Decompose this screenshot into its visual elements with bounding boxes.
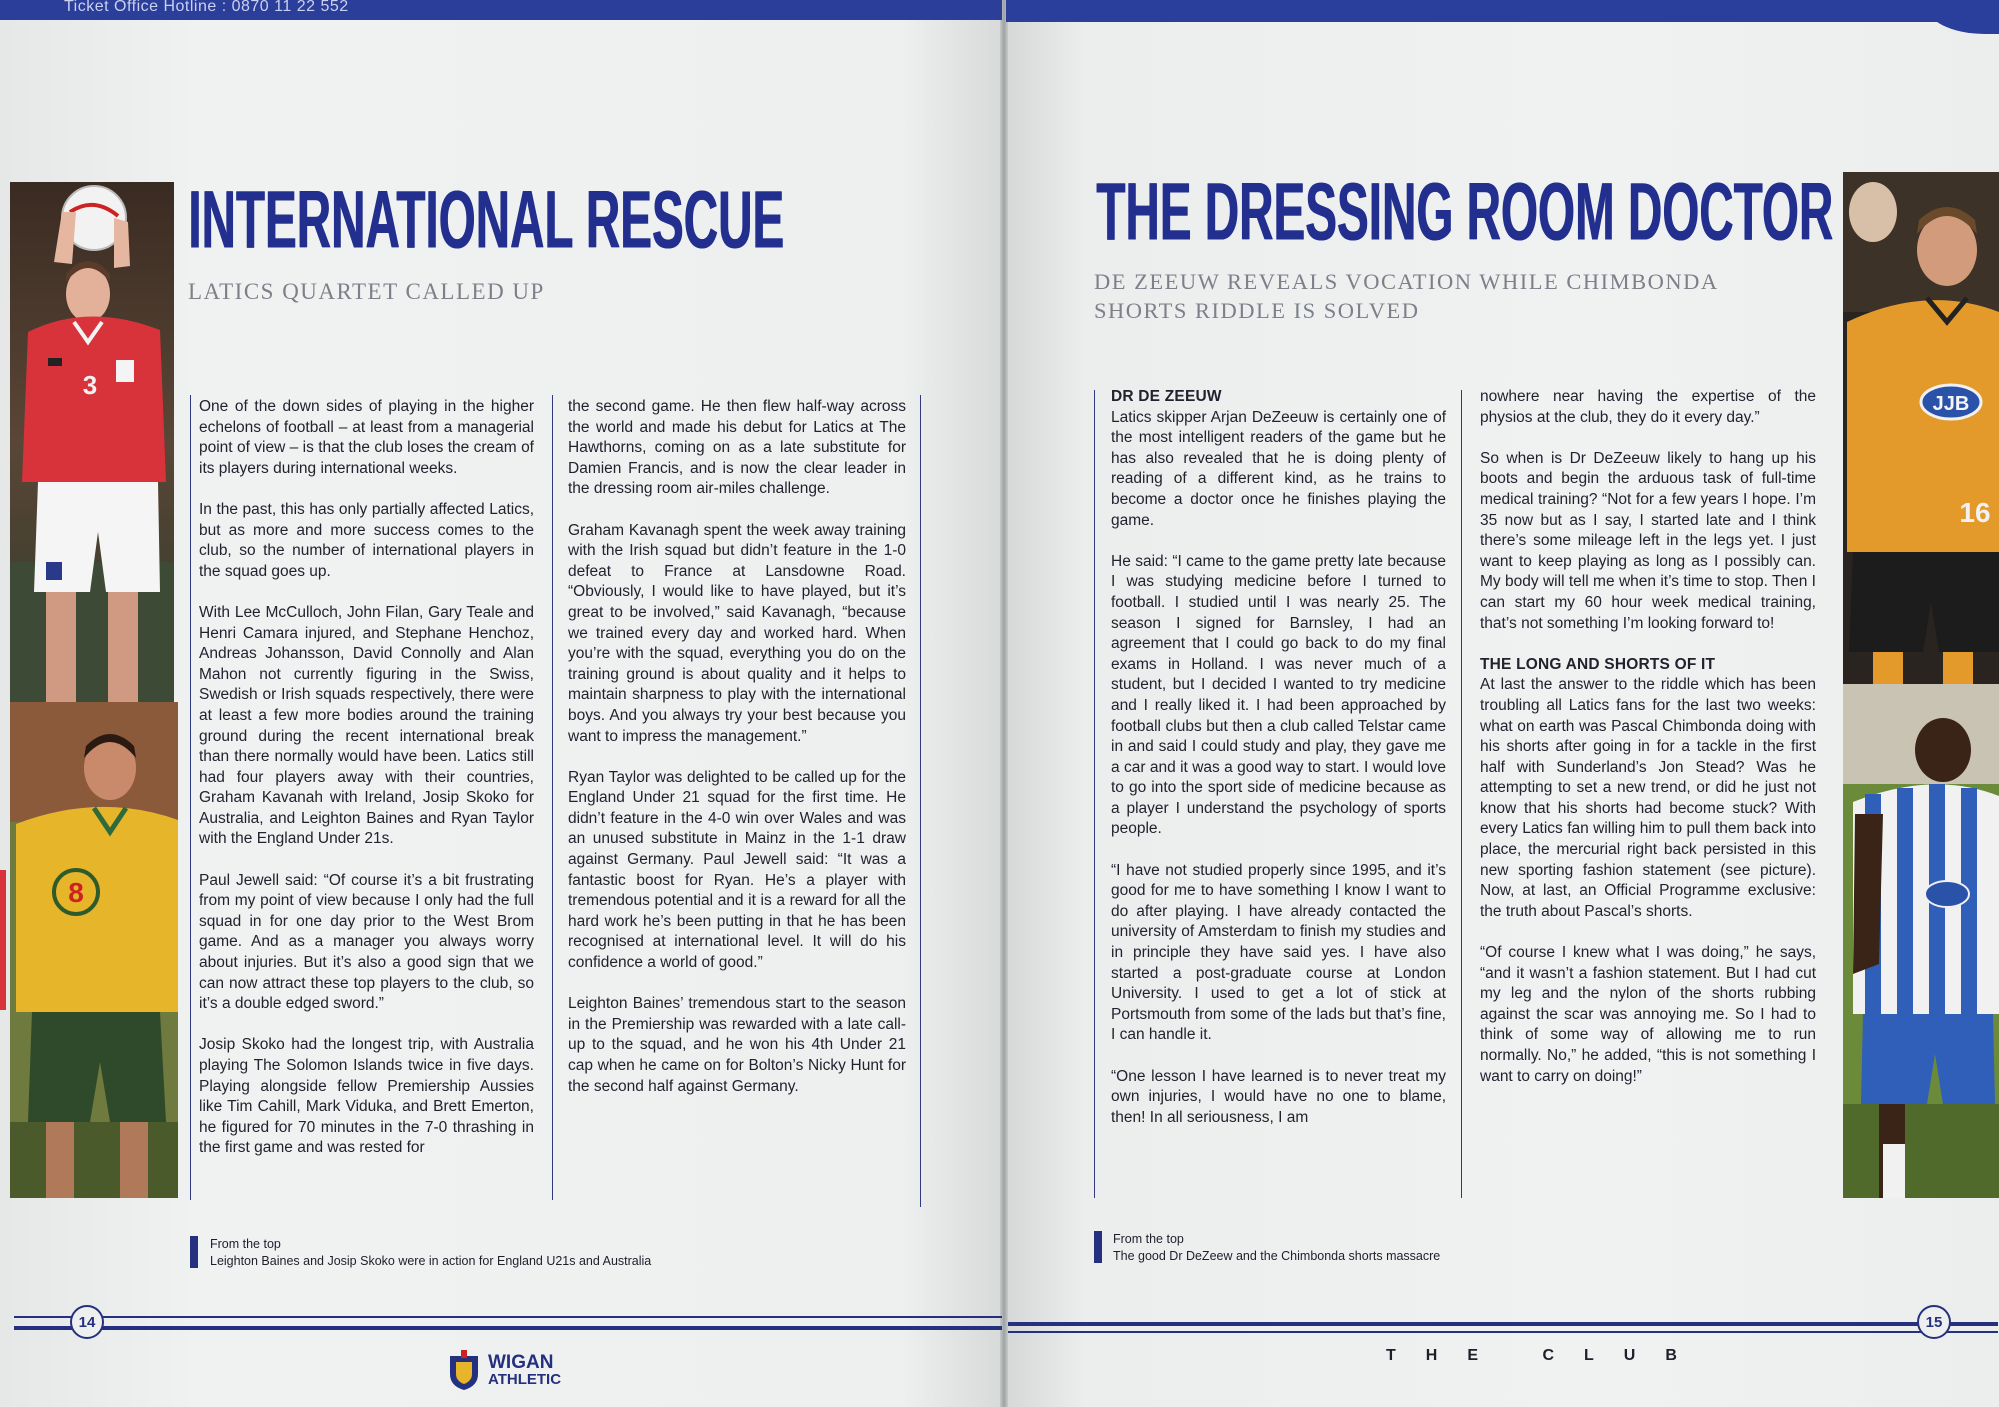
- photo-england-player: [10, 182, 174, 702]
- right-col2-para-4: “Of course I knew what I was doing,” he says, “and it wasn’t a fashion statement. But I had cut my leg and the nylon of the shorts rubbing against the scar was annoying me. So I had to think of some way of allowing me to run normally. No,” he added, “this is not something I want to carry on doing!”: [1480, 944, 1816, 1085]
- left-col1-para-4: Paul Jewell said: “Of course it’s a bit frustrating from my point of view because I only had the full squad in for one day prior to the West Brom game. And as a manager you always worry about injuries. But it’s also a good sign that we can now attract these top players to the club, so it’s a double edged sword.”: [199, 871, 534, 1013]
- photo-australia-player: [10, 702, 178, 1198]
- section-label: THE CLUB: [1386, 1347, 1707, 1364]
- right-column-2: [1480, 387, 1816, 1108]
- photo-chimbonda: [1843, 684, 1999, 1198]
- right-caption-bar: [1094, 1231, 1102, 1263]
- left-caption-text: Leighton Baines and Josip Skoko were in action for England U21s and Australia: [210, 1254, 652, 1268]
- left-footer-rule-bottom: [14, 1326, 1002, 1330]
- brand-line-1: WIGAN: [488, 1352, 554, 1373]
- left-col1-para-1: One of the down sides of playing in the higher echelons of football – at least from a managerial point of view – is that the club loses the cream of its players during international weeks.: [199, 398, 534, 477]
- photo-de-zeeuw: [1843, 172, 1999, 684]
- australia-shirt: [16, 807, 178, 1012]
- right-footer-rule-top: [1008, 1322, 1998, 1326]
- right-column-1: [1111, 387, 1446, 1149]
- left-column-rule-3: [920, 395, 921, 1207]
- left-col2-para-3: Ryan Taylor was delighted to be called up for the England Under 21 squad for the first time. He didn’t feature in the 4-0 win over Wales and was an unused substitute in Mainz in the 1-1 draw against Germany. Paul Jewell said: “It was a fantastic boost for Ryan. He’s a player with tremendous potential and it is a reward for all the hard work he’s been putting in that he has been recognised at international level. It will do his confidence a world of good.”: [568, 768, 906, 972]
- right-headline: THE DRESSING ROOM DOCTOR: [1096, 166, 1833, 258]
- left-column-rule-2: [552, 395, 553, 1200]
- right-caption: [1113, 1231, 1633, 1265]
- left-column-1: [199, 397, 534, 1180]
- right-deck-line-1: DE ZEEUW REVEALS VOCATION WHILE CHIMBONDA: [1094, 269, 1719, 294]
- right-col2-para-3: At last the answer to the riddle which has been troubling all Latics fans for the last two weeks: what on earth was Pascal Chimbonda doing with his shorts after going in for a tackle in the first half with Sunderland’s Jon Stead? Was he attempting to set a new trend, or did he just not know that his shorts had become stuck? With every Latics fan willing him to pull them back into place, the mercurial right back persisted in this new sporting fashion statement (see picture). Now, at last, an Official Programme exclusive: the truth about Pascal’s shorts.: [1480, 676, 1816, 920]
- right-col2-para-2: So when is Dr DeZeeuw likely to hang up his boots and begin the arduous task of full-time medical training? “Not for a few years I hope. I’m 35 now but as I say, I started late and I think there’s some mileage left in the legs yet. I just want to keep playing as long as I possibly can. My body will tell me when it’s time to stop. Then I can start my 60 hour week medical training, that’s not something I’m looking forward to!: [1480, 449, 1816, 632]
- right-col1-para-1: Latics skipper Arjan DeZeeuw is certainly one of the most intelligent readers of the game but he has also revealed that he is doing plenty of reading of a different kind, as he trains to become a doctor once he finishes playing the game.: [1111, 408, 1446, 529]
- right-col1-para-4: “One lesson I have learned is to never treat my own injuries, I would have no one to blame, then! In all seriousness, I am: [1111, 1067, 1446, 1126]
- left-caption-title: From the top: [210, 1237, 281, 1251]
- left-caption: [210, 1236, 750, 1270]
- left-top-bar: [0, 0, 1002, 20]
- ticket-hotline: Ticket Office Hotline : 0870 11 22 552: [64, 0, 349, 15]
- left-col2-para-1: the second game. He then flew half-way across the world and made his debut for Latics at The Hawthorns, coming on as a late substitute for Damien Francis, and is now the clear leader in the dressing room air-miles challenge.: [568, 398, 906, 498]
- right-col1-para-3: “I have not studied properly since 1995, and it’s good for me to have something I know I want to do after playing. I have already contacted the university of Amsterdam to finish my studies and in principle they have said yes. I have also started a post-graduate course at London University. I used to get a lot of stick at Portsmouth from some of the lads but that’s fine, I can handle it.: [1111, 861, 1446, 1044]
- sponsor-badge-text: JJB: [1932, 393, 1970, 415]
- right-caption-text: The good Dr DeZeew and the Chimbonda shorts massacre: [1113, 1249, 1441, 1263]
- left-caption-bar: [190, 1236, 198, 1268]
- right-footer-rule-bottom: [1008, 1331, 1998, 1333]
- left-deck: LATICS QUARTET CALLED UP: [188, 279, 545, 304]
- right-col2-para-1: nowhere near having the expertise of the physios at the club, they do it every day.”: [1480, 388, 1816, 426]
- brand-text: [488, 1354, 561, 1388]
- shirt-number-3: 3: [82, 370, 98, 400]
- left-col1-para-3: With Lee McCulloch, John Filan, Gary Teale and Henri Camara injured, and Stephane Henchoz, Andreas Johansson, David Connolly and Alan Mahon not currently figuring in the Swiss, Swedish or Irish squads respectively, there were at least a few more bodies around the training ground during the recent international break than there normally would have been. Latics still had four players away with their countries, Graham Kavanah with Ireland, Josip Skoko for Australia, and Leighton Baines and Ryan Taylor with the England Under 21s.: [199, 603, 534, 848]
- right-col1-para-2: He said: “I came to the game pretty late because I was studying medicine before I turned to football. I studied until I was nearly 25. The season I signed for Barnsley, I had an agreement that I could go back to do my final exams in Holland. I was never much of a student, but I decided I wanted to try medicine and I really liked it. I had been approached by football clubs but then a club called Telstar came in and said I could study and play, they gave me a car and it was a good way to start. I would love to go into the sport side of medicine because as a player I understand the psychology of sports people.: [1111, 552, 1446, 838]
- right-caption-title: From the top: [1113, 1232, 1184, 1246]
- left-column-2: [568, 397, 906, 1118]
- left-col2-para-4: Leighton Baines’ tremendous start to the season in the Premiership was rewarded with a late call-up to the squad, and he won his 4th Under 21 cap when he came on for Bolton’s Nicky Hunt for the second half against Germany.: [568, 995, 906, 1095]
- right-col2-subhead: THE LONG AND SHORTS OF IT: [1480, 655, 1716, 673]
- right-col1-subhead: DR DE ZEEUW: [1111, 388, 1222, 405]
- brand-line-2: ATHLETIC: [488, 1371, 562, 1388]
- right-deck-line-2: SHORTS RIDDLE IS SOLVED: [1094, 298, 1420, 323]
- right-column-rule-1: [1094, 390, 1095, 1198]
- left-col2-para-2: Graham Kavanagh spent the week away training with the Irish squad but didn’t feature in the 1-0 defeat to France at Lansdowne Road. “Obviously, I would like to have played, but it’s great to be involved,” said Kavanagh, “because we trained every day and worked hard. When you’re with the squad, everything you do on the training ground is about quality and it helps to maintain sharpness to play with the international boys. And you always try your best because you want to impress the management.”: [568, 521, 906, 745]
- right-column-rule-2: [1461, 390, 1462, 1198]
- club-crest-icon: [446, 1350, 482, 1392]
- left-column-rule-1: [190, 395, 191, 1200]
- left-headline: INTERNATIONAL RESCUE: [188, 174, 784, 266]
- left-col1-para-2: In the past, this has only partially affected Latics, but as more and more success comes to the club, so the number of international players in the squad goes up.: [199, 500, 534, 580]
- magazine-spine: [1000, 0, 1008, 1407]
- left-footer-rule-top: [14, 1316, 1002, 1318]
- right-page-number: 15: [1917, 1305, 1951, 1339]
- wigan-athletic-logo: [446, 1350, 561, 1392]
- left-col1-para-5: Josip Skoko had the longest trip, with Australia playing The Solomon Islands twice in five days. Playing alongside fellow Premiership Aussies like Tim Cahill, Mark Viduka, and Brett Emerton, he figured for 70 minutes in the 7-0 thrashing in the first game and was rested for: [199, 1036, 534, 1157]
- shirt-number-16: 16: [1959, 497, 1991, 528]
- left-page-number: 14: [70, 1305, 104, 1339]
- shirt-number-8: 8: [68, 877, 84, 908]
- left-photo-edge-strip: [0, 870, 6, 1010]
- right-top-bar: [1006, 0, 1999, 22]
